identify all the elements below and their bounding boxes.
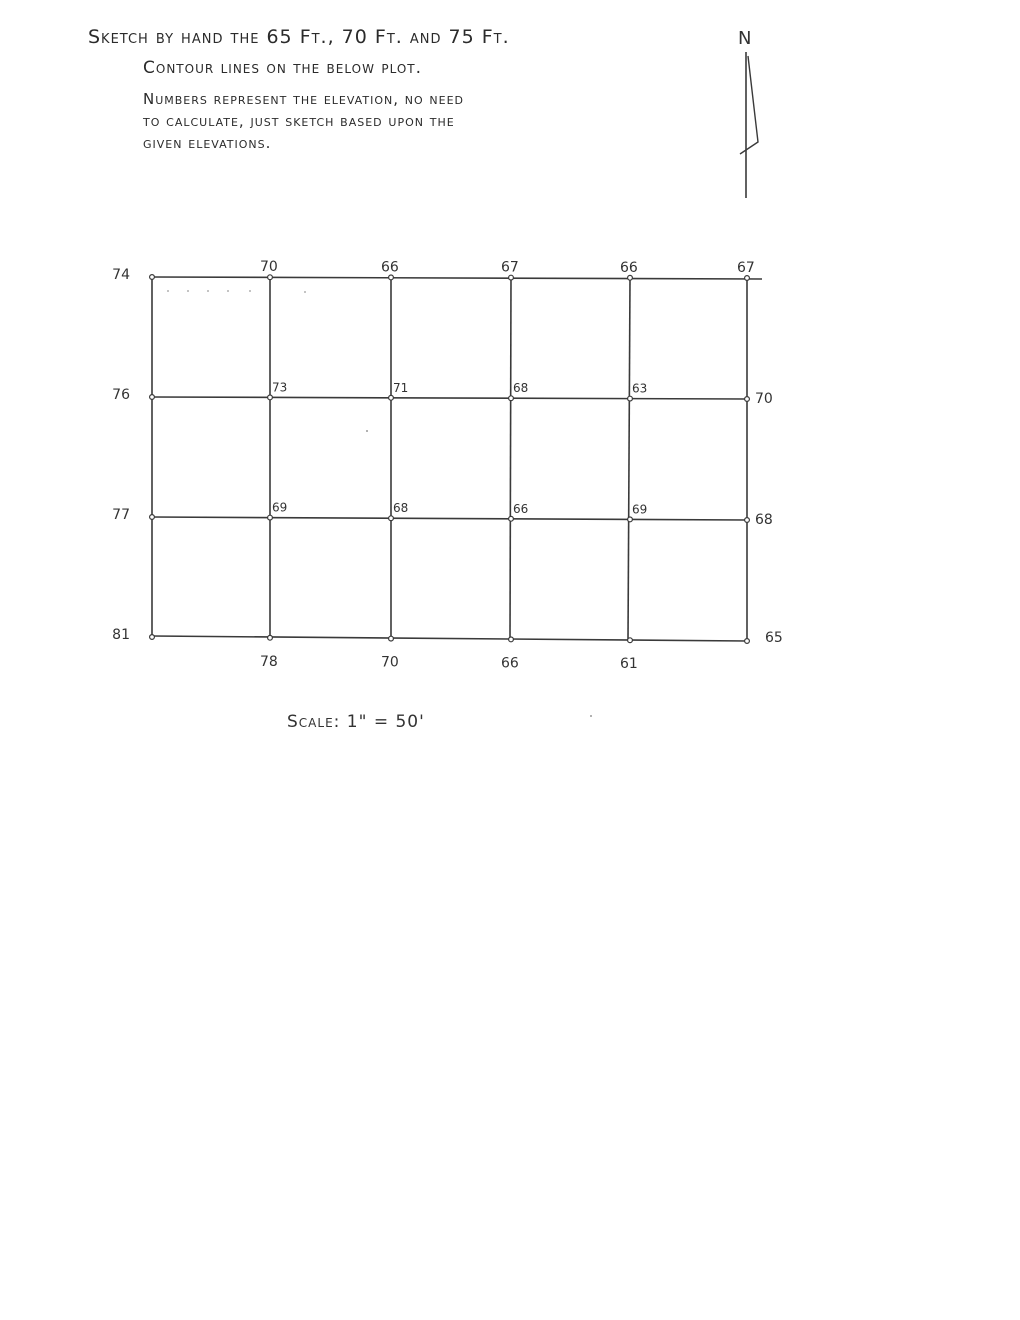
elevation-label: 76 [112,387,130,403]
elevation-label: 78 [260,653,278,670]
grid-node [150,515,155,520]
grid-node [389,516,394,521]
grid-node [745,518,750,523]
elevation-label: 61 [620,656,638,673]
grid-node [268,395,273,400]
grid-node [509,275,514,280]
elevation-label: 77 [112,507,130,523]
instruction-line-2: Contour lines on the below plot. [143,58,423,78]
elevation-label: 73 [272,380,288,395]
grid-row-line-4 [152,636,747,641]
grid-node [509,637,514,642]
elevation-label: 63 [632,381,648,396]
elevation-label: 70 [381,654,399,671]
instruction-line-1: Sketch by hand the 65 Ft., 70 Ft. and 75 Ft. [88,26,510,48]
instruction-line-3: Numbers represent the elevation, no need [143,90,464,108]
grid-row-line-1 [152,277,762,279]
grid-node [628,638,633,643]
elevation-label: 66 [501,655,519,672]
grid-node [268,275,273,280]
elevation-label: 69 [632,502,648,517]
grid-node [509,396,514,401]
grid-node [268,635,273,640]
elevation-label: 67 [737,260,755,276]
grid-node [150,395,155,400]
instruction-line-4: to calculate, just sketch based upon the [143,112,455,130]
grid-node [509,516,514,521]
instruction-line-5: given elevations. [143,134,272,152]
elevation-label: 66 [381,259,399,276]
elevation-label: 70 [260,259,278,276]
elevation-label: 69 [272,500,288,515]
elevation-label: 66 [513,501,529,516]
grid-row-line-2 [152,397,747,399]
north-arrow [738,28,758,198]
north-label: N [738,28,752,49]
grid-node [628,396,633,401]
elevation-label: 70 [755,391,773,407]
elevation-label: 65 [765,630,783,646]
elevation-labels [112,259,783,672]
elevation-label: 68 [755,512,773,528]
grid-node [628,275,633,280]
grid-col-line-5 [628,279,630,640]
grid-lines [152,277,762,641]
grid-nodes [150,275,750,644]
grid-row-line-3 [152,517,747,520]
elevation-label: 74 [112,267,130,283]
grid-col-line-4 [510,278,511,639]
elevation-label: 81 [112,627,130,643]
grid-node [389,636,394,641]
grid-node [745,397,750,402]
north-arrow-head [740,56,758,154]
grid-node [745,639,750,644]
grid-node [745,276,750,281]
elevation-label: 66 [620,259,638,276]
grid-node [150,275,155,280]
grid-node [150,635,155,640]
grid-node [389,395,394,400]
grid-node [389,275,394,280]
grid-node [268,515,273,520]
grid-node [628,517,633,522]
elevation-label: 67 [501,259,519,276]
elevation-label: 71 [393,380,409,395]
elevation-label: 68 [513,381,529,396]
elevation-label: 68 [393,501,409,516]
scale-note: Scale: 1" = 50' [287,712,425,732]
